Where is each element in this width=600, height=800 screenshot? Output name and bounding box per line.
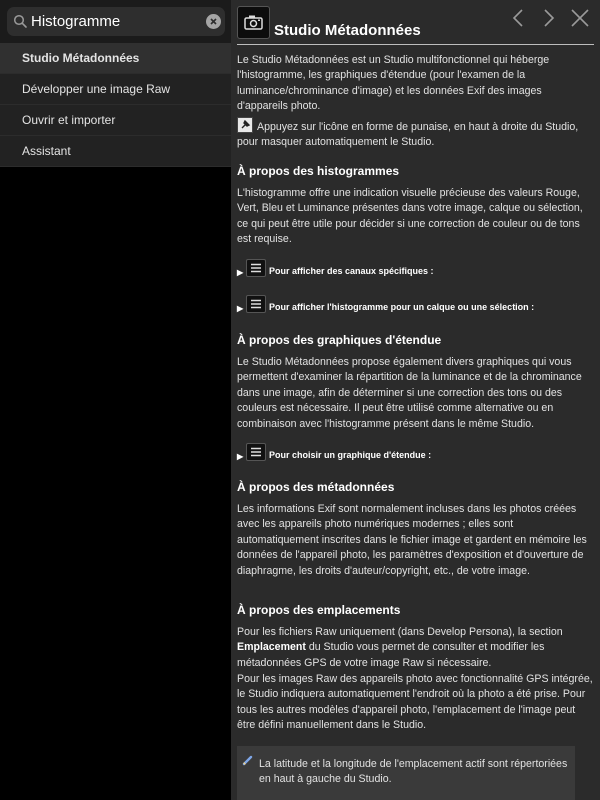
camera-icon: [238, 7, 269, 38]
list-icon: [246, 259, 266, 277]
close-icon: [206, 14, 221, 29]
close-icon: [567, 5, 593, 31]
heading-graphiques-etendue: À propos des graphiques d'étendue: [237, 333, 442, 347]
expander-label: Pour afficher l'histogramme pour un calque ou une sélection :: [269, 302, 535, 312]
list-icon: [246, 443, 266, 461]
pin-tip: [237, 117, 593, 151]
forward-button[interactable]: [535, 5, 561, 31]
search-input[interactable]: [31, 10, 201, 33]
graphiques-etendue-text: Le Studio Métadonnées propose également divers graphiques qui vous permettent d'examiner la répartition de la luminance et de la chrominance dans une image, afin de déterminer si une correction des tons ou des couleurs est nécessaire. Il peut être utilisé comme alternative ou en combinaison avec l'histogramme présent dans le même Studio.: [237, 356, 582, 430]
emplacement-bold: Emplacement: [237, 641, 306, 654]
list-icon: [246, 295, 266, 313]
sidebar-item-assistant[interactable]: Assistant: [0, 136, 231, 167]
pencil-icon: [242, 754, 254, 766]
text-segment: du Studio vous permet de consulter et modifier les métadonnées GPS de votre image Raw si nécessaire.: [237, 641, 545, 669]
close-button[interactable]: [567, 5, 593, 31]
sidebar: [0, 0, 231, 800]
histogrammes-text: L'histogramme offre une indication visuelle précieuse des valeurs Rouge, Vert, Bleu et Luminance présentes dans votre image, calque ou sélection, ce qui peut être utile pour décider si une correction de couleur ou de tons est requise.: [237, 187, 583, 246]
search-box[interactable]: [7, 7, 225, 36]
sidebar-item-ouvrir-importer[interactable]: Ouvrir et importer: [0, 105, 231, 136]
clear-search-button[interactable]: [206, 14, 221, 29]
pin-tip-text: Appuyez sur l'icône en forme de punaise, en haut à droite du Studio, pour masquer automatiquement le Studio.: [237, 121, 579, 149]
emplacements-text-2: Pour les images Raw des appareils photo avec fonctionnalité GPS intégrée, le Studio indiquera automatiquement l'endroit où la photo a été prise. Pour tous les autres modèles d'appareil photo, l'emplacement de l'image peut être défini manuellement dans le Studio.: [237, 673, 593, 732]
title-divider: [237, 44, 594, 45]
pin-icon: [237, 117, 253, 133]
sidebar-item-developper-raw[interactable]: Développer une image Raw: [0, 74, 231, 105]
intro-text: Le Studio Métadonnées est un Studio multifonctionnel qui héberge l'histogramme, les graphiques d'étendue (pour l'examen de la luminance/chrominance d'image) et les données Exif des images d'appareils photo.: [237, 54, 550, 113]
page-header: [231, 0, 600, 47]
sidebar-item-studio-metadonnees[interactable]: Studio Métadonnées: [0, 43, 231, 74]
chevron-right-icon: [535, 5, 561, 31]
expand-triangle-icon: ▶: [237, 304, 244, 313]
back-button[interactable]: [506, 5, 532, 31]
metadonnees-text: Les informations Exif sont normalement incluses dans les photos créées avec les appareils photo numériques modernes ; elles sont automatiquement inscrites dans le fichier image et gardent en mémoire les données de l'appareil photo, les paramètres d'exposition et d'ouverture de diaphragme, les droits d'auteur/copyright, etc., de votre image.: [237, 503, 587, 577]
chevron-left-icon: [506, 5, 532, 31]
note-box: [237, 746, 575, 800]
help-content: [231, 0, 600, 800]
expand-triangle-icon: ▶: [237, 452, 244, 461]
note-text: La latitude et la longitude de l'emplacement actif sont répertoriées en haut à gauche du Studio.: [259, 758, 568, 785]
expander-label: Pour afficher des canaux spécifiques :: [269, 266, 434, 276]
search-bar: [0, 0, 231, 43]
heading-histogrammes: À propos des histogrammes: [237, 164, 400, 178]
expand-triangle-icon: ▶: [237, 268, 244, 277]
search-icon: [13, 14, 28, 29]
page-title: Studio Métadonnées: [274, 22, 421, 39]
emplacements-text-1: [237, 625, 593, 671]
expander-label: Pour choisir un graphique d'étendue :: [269, 450, 432, 460]
text-segment: Pour les fichiers Raw uniquement (dans Develop Persona), la section: [237, 626, 563, 638]
studio-icon: [237, 6, 270, 39]
heading-metadonnees: À propos des métadonnées: [237, 480, 395, 494]
heading-emplacements: À propos des emplacements: [237, 603, 401, 617]
